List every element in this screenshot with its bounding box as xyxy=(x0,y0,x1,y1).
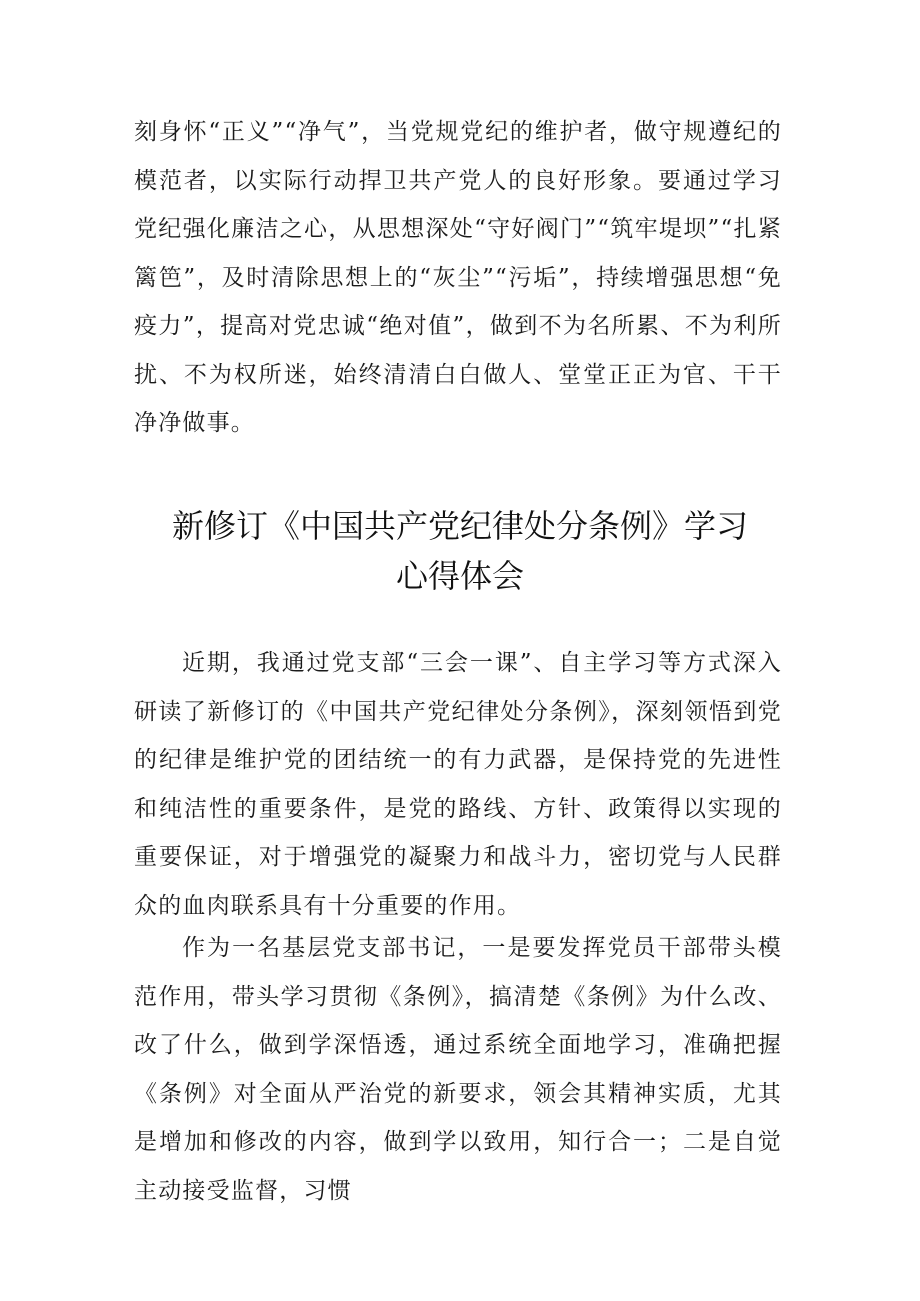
title-line-2: 心得体会 xyxy=(395,557,524,595)
body-paragraph-1: 近期，我通过党支部“三会一课”、自主学习等方式深入研读了新修订的《中国共产党纪律处分条例》，深刻领悟到党的纪律是维护党的团结统一的有力武器，是保持党的先进性和纯洁性的重要条件，是党的路线、方针、政策得以实现的重要保证，对于增强党的凝聚力和战斗力，密切党与人民群众的血肉联系具有十分重要的作用。 xyxy=(134,650,782,919)
body-paragraph-2: 作为一名基层党支部书记，一是要发挥党员干部带头模范作用，带头学习贯彻《条例》，搞清楚《条例》为什么改、改了什么，做到学深悟透，通过系统全面地学习，准确把握《条例》对全面从严治党的新要求，领会其精神实质，尤其是增加和修改的内容，做到学以致用，知行合一；二是自觉主动接受监督，习惯 xyxy=(134,935,782,1204)
article-title xyxy=(120,501,800,601)
continued-paragraph: 刻身怀“正义”“净气”，当党规党纪的维护者，做守规遵纪的模范者，以实际行动捍卫共产党人的良好形象。要通过学习党纪强化廉洁之心，从思想深处“守好阀门”“筑牢堤坝”“扎紧篱笆”，及时清除思想上的“灰尘”“污垢”，持续增强思想“免疫力”，提高对党忠诚“绝对值”，做到不为名所累、不为利所扰、不为权所迷，始终清清白白做人、堂堂正正为官、干干净净做事。 xyxy=(134,119,782,436)
title-line-1: 新修订《中国共产党纪律处分条例》学习 xyxy=(171,507,748,545)
